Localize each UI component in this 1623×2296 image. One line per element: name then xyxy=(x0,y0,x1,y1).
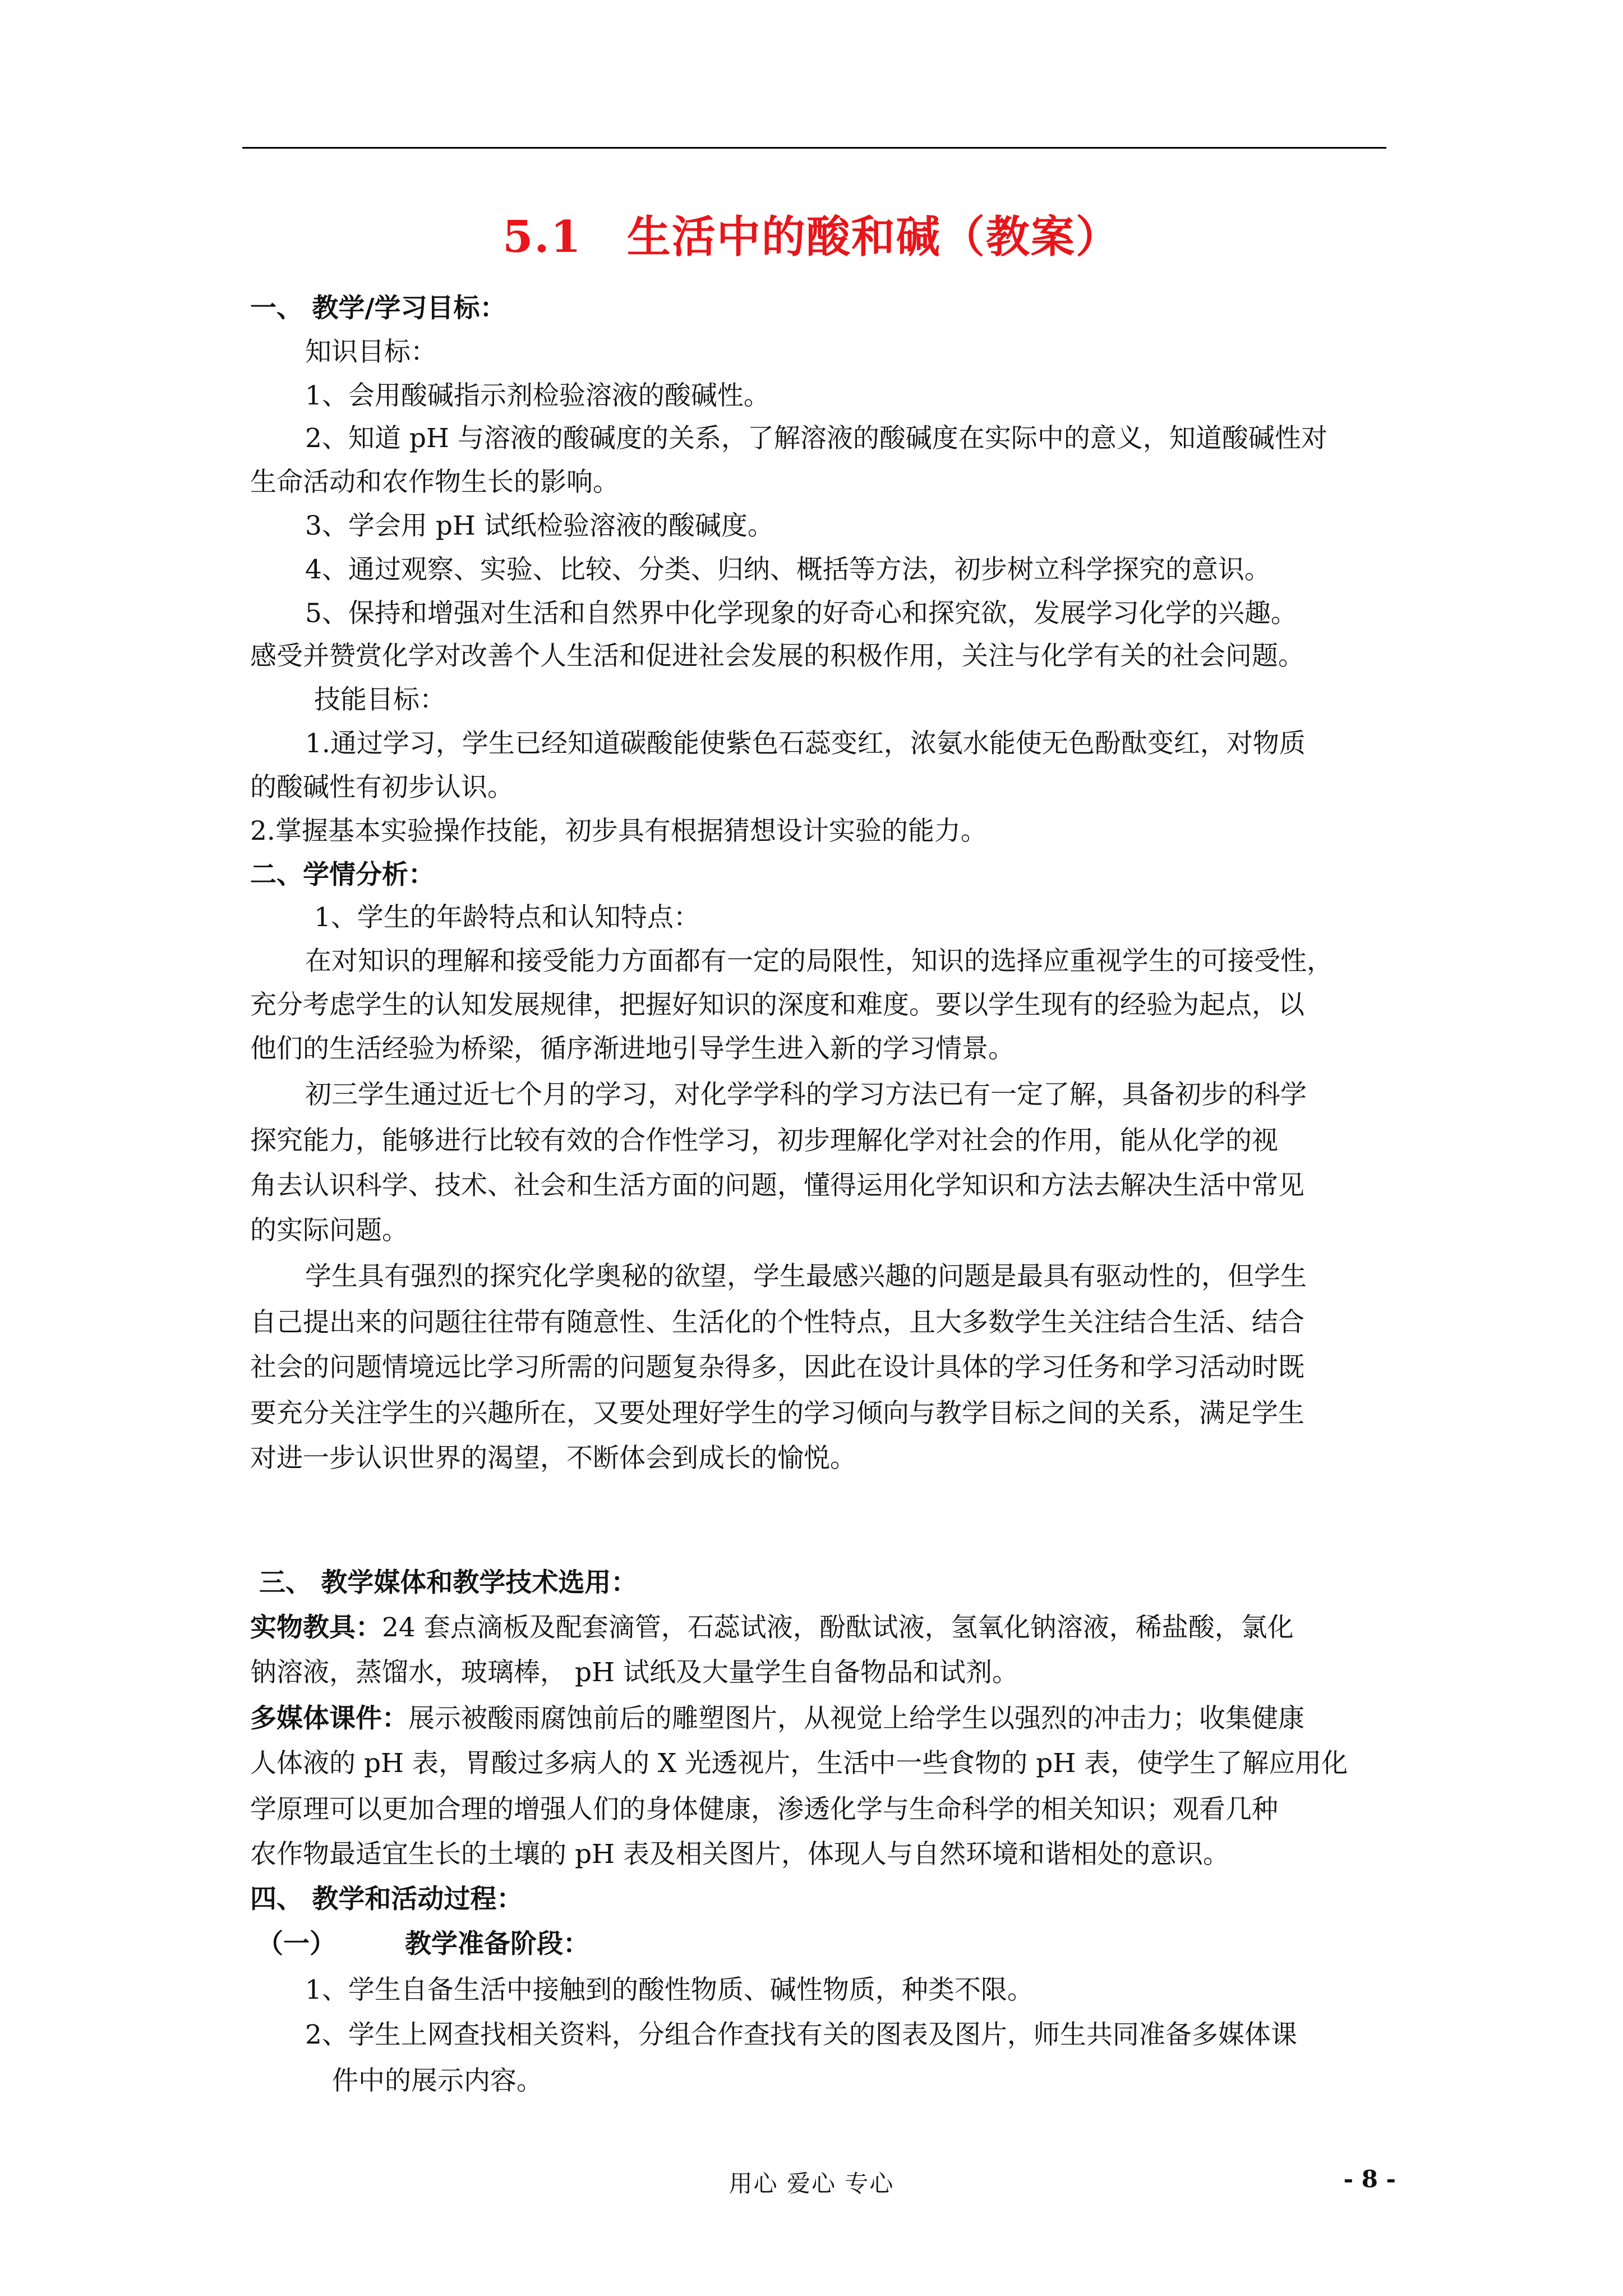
real-equipment-label: 实物教具： xyxy=(250,1612,382,1643)
page-number: - 8 - xyxy=(1343,2165,1396,2193)
paragraph-line: 他们的生活经验为桥梁，循序渐进地引导学生进入新的学习情景。 xyxy=(250,1033,1015,1064)
skill-heading: 技能目标： xyxy=(314,684,446,715)
section2-subheading: 1、学生的年龄特点和认知特点： xyxy=(314,902,700,933)
objective-line: 5、保持和增强对生活和自然界中化学现象的好奇心和探究欲，发展学习化学的兴趣。 xyxy=(305,598,1297,629)
multimedia-line: 学原理可以更加合理的增强人们的身体健康，渗透化学与生命科学的相关知识；观看几种 xyxy=(250,1794,1278,1825)
paragraph-line: 充分考虑学生的认知发展规律，把握好知识的深度和难度。要以学生现有的经验为起点，以 xyxy=(250,990,1304,1020)
multimedia-label: 多媒体课件： xyxy=(250,1703,408,1734)
paragraph-line: 自己提出来的问题往往带有随意性、生活化的个性特点，且大多数学生关注结合生活、结合 xyxy=(250,1307,1304,1338)
paragraph-line: 要充分关注学生的兴趣所在，又要处理好学生的学习倾向与教学目标之间的关系，满足学生 xyxy=(250,1398,1304,1429)
paragraph-line: 在对知识的理解和接受能力方面都有一定的局限性，知识的选择应重视学生的可接受性， xyxy=(305,946,1333,977)
objective-line: 2、知道 pH 与溶液的酸碱度的关系，了解溶液的酸碱度在实际中的意义，知道酸碱性对 xyxy=(305,423,1327,454)
title-number: 5.1 xyxy=(502,211,582,263)
objective-line: 3、学会用 pH 试纸检验溶液的酸碱度。 xyxy=(305,510,774,541)
stage-number: （一） xyxy=(257,1929,336,1959)
paragraph-line: 学生具有强烈的探究化学奥秘的欲望，学生最感兴趣的问题是最具有驱动性的，但学生 xyxy=(305,1261,1307,1292)
objective-line: 4、通过观察、实验、比较、分类、归纳、概括等方法，初步树立科学探究的意识。 xyxy=(305,554,1271,585)
stage-item: 2、学生上网查找相关资料，分组合作查找有关的图表及图片，师生共同准备多媒体课 xyxy=(305,2019,1297,2050)
paragraph-line: 的实际问题。 xyxy=(250,1215,408,1246)
multimedia-line: 人体液的 pH 表，胃酸过多病人的 X 光透视片，生活中一些食物的 pH 表，使学生了解应用化 xyxy=(250,1748,1348,1779)
objective-line: 1、会用酸碱指示剂检验溶液的酸碱性。 xyxy=(305,380,770,411)
stage-title: 教学准备阶段： xyxy=(405,1929,589,1959)
real-equipment-line xyxy=(250,1611,1294,1645)
section3-heading: 三、 教学媒体和教学技术选用： xyxy=(259,1567,638,1598)
footer-motto: 用心 爱心 专心 xyxy=(728,2170,895,2197)
section4-heading: 四、 教学和活动过程： xyxy=(250,1884,523,1915)
skill-line: 1.通过学习，学生已经知道碳酸能使紫色石蕊变红，浓氨水能使无色酚酞变红，对物质 xyxy=(305,728,1306,759)
stage-item: 1、学生自备生活中接触到的酸性物质、碱性物质，种类不限。 xyxy=(305,1975,1034,2005)
objective-line: 生命活动和农作物生长的影响。 xyxy=(250,467,619,498)
title-text: 生活中的酸和碱（教案） xyxy=(626,211,1121,263)
multimedia-text: 展示被酸雨腐蚀前后的雕塑图片，从视觉上给学生以强烈的冲击力；收集健康 xyxy=(408,1703,1304,1734)
knowledge-heading: 知识目标： xyxy=(305,337,437,367)
section2-heading: 二、学情分析： xyxy=(250,859,435,890)
header-rule xyxy=(242,147,1386,149)
paragraph-line: 社会的问题情境远比学习所需的问题复杂得多，因此在设计具体的学习任务和学习活动时既 xyxy=(250,1352,1304,1383)
page-title xyxy=(0,202,1623,265)
skill-line: 的酸碱性有初步认识。 xyxy=(250,772,514,803)
skill-line: 2.掌握基本实验操作技能，初步具有根据猜想设计实验的能力。 xyxy=(250,816,987,846)
multimedia-line: 农作物最适宜生长的土壤的 pH 表及相关图片，体现人与自然环境和谐相处的意识。 xyxy=(250,1839,1229,1870)
objective-line: 感受并赞赏化学对改善个人生活和促进社会发展的积极作用，关注与化学有关的社会问题。 xyxy=(250,641,1304,671)
stage-item: 件中的展示内容。 xyxy=(332,2065,543,2096)
section1-heading: 一、 教学/学习目标： xyxy=(250,293,506,324)
paragraph-line: 对进一步认识世界的渴望，不断体会到成长的愉悦。 xyxy=(250,1443,856,1474)
real-equipment-text: 24 套点滴板及配套滴管，石蕊试液，酚酞试液，氢氧化钠溶液，稀盐酸，氯化 xyxy=(382,1612,1294,1643)
paragraph-line: 角去认识科学、技术、社会和生活方面的问题，懂得运用化学知识和方法去解决生活中常见 xyxy=(250,1170,1304,1201)
paragraph-line: 探究能力，能够进行比较有效的合作性学习，初步理解化学对社会的作用，能从化学的视 xyxy=(250,1125,1278,1156)
multimedia-line xyxy=(250,1702,1304,1736)
real-equipment-line: 钠溶液，蒸馏水，玻璃棒， pH 试纸及大量学生自备物品和试剂。 xyxy=(250,1657,1018,1688)
paragraph-line: 初三学生通过近七个月的学习，对化学学科的学习方法已有一定了解，具备初步的科学 xyxy=(305,1079,1307,1110)
